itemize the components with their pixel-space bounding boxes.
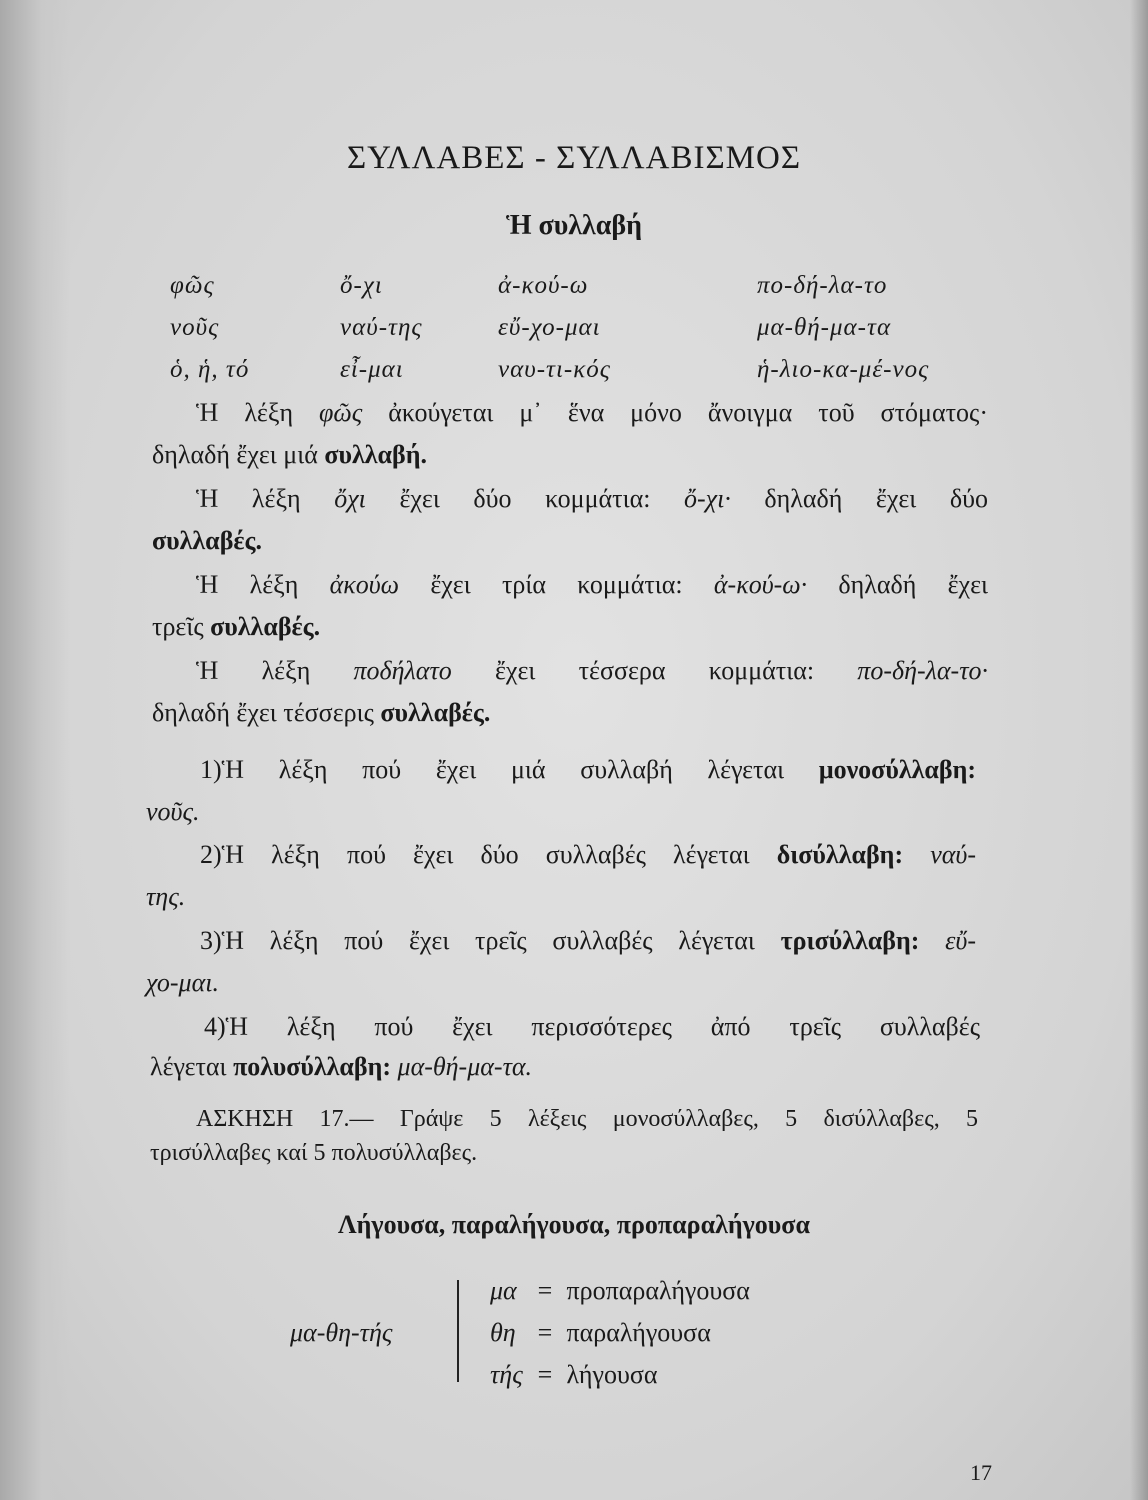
rule-line: χο-μαι.: [146, 968, 219, 997]
paragraph-line: Ἡ λέξη ποδήλατο ἔχει τέσσερα κομμάτια: πο-δή-λα-το·: [196, 656, 988, 685]
rule-line: 3)Ἡ λέξη πού ἔχει τρεῖς συλλαβές λέγεται τρισύλλαβη: εὔ-: [200, 926, 977, 955]
grid-word: εὔ-χο-μαι: [498, 314, 601, 341]
exercise-line: ΑΣΚΗΣΗ 17.— Γράψε 5 λέξεις μονοσύλλαβες, 5 δισύλλαβες, 5: [196, 1106, 978, 1132]
section-heading: Λήγουσα, παραλήγουσα, προπαραλήγουσα: [338, 1210, 810, 1239]
rule-line: 4)Ἡ λέξη πού ἔχει περισσότερες ἀπό τρεῖς συλλαβές: [204, 1012, 980, 1041]
grid-word: ἡ-λιο-κα-μέ-νος: [757, 356, 930, 383]
page-title: ΣΥΛΛΑΒΕΣ - ΣΥΛΛΑΒΙΣΜΟΣ: [346, 140, 802, 176]
grid-word: φῶς: [170, 272, 215, 299]
grid-word: ὁ, ἡ, τό: [170, 356, 250, 383]
paragraph-line: συλλαβές.: [152, 526, 262, 555]
grid-word: πο-δή-λα-το: [757, 272, 888, 299]
grid-word: ἀ-κού-ω: [498, 272, 589, 299]
syllable-row: τής = λήγουσα: [490, 1360, 658, 1389]
example-word: μα-θη-τής: [290, 1318, 393, 1347]
paragraph-line: Ἡ λέξη ἀκούω ἔχει τρία κομμάτια: ἀ-κού-ω· δηλαδή ἔχει: [196, 570, 988, 599]
grid-word: νοῦς: [170, 314, 220, 341]
rule-line: νοῦς.: [146, 797, 200, 826]
paragraph-line: δηλαδή ἔχει τέσσερις συλλαβές.: [152, 698, 491, 727]
grid-word: ὄ-χι: [340, 272, 383, 299]
rule-line: λέγεται πολυσύλλαβη: μα-θή-μα-τα.: [150, 1052, 533, 1081]
rule-line: 2)Ἡ λέξη πού ἔχει δύο συλλαβές λέγεται δισύλλαβη: ναύ-: [200, 840, 977, 869]
paragraph-line: Ἡ λέξη φῶς ἀκούγεται μ᾽ ἕνα μόνο ἄνοιγμα τοῦ στόματος·: [196, 398, 988, 427]
paragraph-line: τρεῖς συλλαβές.: [152, 612, 321, 641]
page-number: 17: [970, 1460, 992, 1485]
paragraph-line: Ἡ λέξη ὄχι ἔχει δύο κομμάτια: ὄ-χι· δηλαδή ἔχει δύο: [196, 484, 988, 513]
syllable-row: μα = προπαραλήγουσα: [490, 1276, 750, 1305]
exercise-line: τρισύλλαβες καί 5 πολυσύλλαβες.: [150, 1140, 478, 1166]
table-divider: [457, 1280, 459, 1382]
grid-word: ναύ-της: [340, 314, 423, 341]
rule-line: της.: [146, 882, 186, 911]
rule-line: 1)Ἡ λέξη πού ἔχει μιά συλλαβή λέγεται μονοσύλλαβη:: [200, 755, 976, 784]
grid-word: εἶ-μαι: [340, 356, 404, 383]
syllable-row: θη = παραλήγουσα: [490, 1318, 711, 1347]
grid-word: ναυ-τι-κός: [498, 356, 611, 383]
paragraph-line: δηλαδή ἔχει μιά συλλαβή.: [152, 440, 428, 469]
grid-word: μα-θή-μα-τα: [757, 314, 892, 341]
section-subtitle: Ἡ συλλαβή: [505, 210, 643, 241]
